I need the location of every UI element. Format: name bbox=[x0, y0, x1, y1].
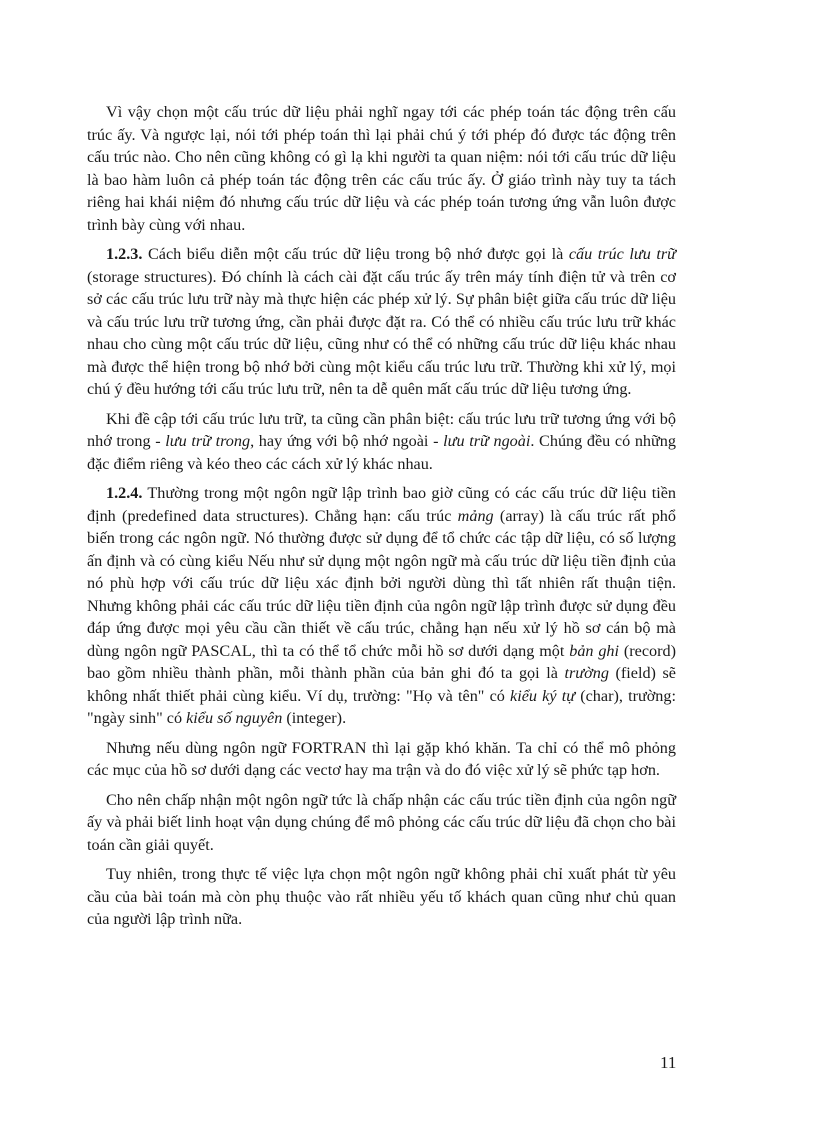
paragraph bbox=[87, 863, 676, 931]
section-number: 1.2.4. bbox=[106, 484, 143, 502]
paragraph bbox=[87, 737, 676, 782]
text-run: Cách biểu diễn một cấu trúc dữ liệu trong bộ nhớ được gọi là bbox=[142, 245, 569, 263]
text-run: (field) sẽ không nhất thiết phải cùng kiểu. Ví dụ, trường: "Họ và tên" có bbox=[87, 664, 676, 705]
text-run: (record) bao gồm nhiều thành phần, mỗi thành phần của bản ghi đó ta gọi là bbox=[87, 641, 676, 682]
text-run: Tuy nhiên, trong thực tế việc lựa chọn một ngôn ngữ không phải chỉ xuất phát từ yêu cầu của bài toán mà còn phụ thuộc vào rất nhiều yếu tố khách quan cũng như chủ quan của người lập trình nữa. bbox=[87, 865, 676, 928]
emphasized-term: trường bbox=[564, 664, 609, 682]
paragraph bbox=[87, 789, 676, 857]
paragraph bbox=[87, 101, 676, 236]
paragraph bbox=[87, 243, 676, 401]
body-text bbox=[87, 101, 676, 938]
text-run: Cho nên chấp nhận một ngôn ngữ tức là chấp nhận các cấu trúc tiền định của ngôn ngữ ấy và phải biết linh hoạt vận dụng chúng để mô phỏng các cấu trúc dữ liệu đã chọn cho bài toán cần giải quyết. bbox=[87, 790, 676, 854]
text-run: (array) là cấu trúc rất phổ biến trong các ngôn ngữ. Nó thường được sử dụng để tổ chức các tập dữ liệu, có số lượng ấn định và có cùng kiểu Nếu như sử dụng một ngôn ngữ mà cấu trúc dữ liệu tiền định của nó phù hợp với cấu trúc dữ liệu xác định bởi người dùng thì tất nhiên rất thuận tiện. Nhưng không phải các cấu trúc dữ liệu tiền định của ngôn ngữ lập trình được sử dụng đều đáp ứng được mọi yêu cầu cần thiết về cấu trúc, chẳng hạn nếu xử lý hồ sơ cán bộ mà dùng ngôn ngữ PASCAL, thì ta có thể tổ chức mỗi hồ sơ dưới dạng một bbox=[87, 506, 676, 660]
text-run: Vì vậy chọn một cấu trúc dữ liệu phải nghĩ ngay tới các phép toán tác động trên cấu trúc ấy. Và ngược lại, nói tới phép toán thì lại phải chú ý tới phép đó được tác động trên cấu trúc nào. Cho nên cũng không có gì lạ khi người ta quan niệm: nói tới cấu trúc dữ liệu là bao hàm luôn cả phép toán tác động trên các cấu trúc ấy. Ở giáo trình này tuy ta tách riêng hai khái niệm đó nhưng cấu trúc dữ liệu và các phép toán tương ứng vẫn luôn được trình bày cùng với nhau. bbox=[87, 103, 676, 234]
paragraph bbox=[87, 482, 676, 730]
text-run: (storage structures). Đó chính là cách cài đặt cấu trúc ấy trên máy tính điện tử và trên cơ sở các cấu trúc lưu trữ này mà thực hiện các phép xử lý. Sự phân biệt giữa cấu trúc dữ liệu và cấu trúc lưu trữ tương ứng, cần phải được đặt ra. Có thể có nhiều cấu trúc lưu trữ khác nhau cho cùng một cấu trúc dữ liệu, cũng như có thể có những cấu trúc dữ liệu khác nhau mà được thể hiện trong bộ nhớ bởi cùng một kiểu cấu trúc lưu trữ. Thường khi xử lý, mọi chú ý đều hướng tới cấu trúc lưu trữ, nên ta dễ quên mất cấu trúc dữ liệu tương ứng. bbox=[87, 267, 676, 398]
text-run: Nhưng nếu dùng ngôn ngữ FORTRAN thì lại gặp khó khăn. Ta chỉ có thể mô phỏng các mục của hồ sơ dưới dạng các vectơ hay ma trận và do đó việc xử lý sẽ phức tạp hơn. bbox=[87, 738, 676, 779]
paragraph bbox=[87, 408, 676, 476]
text-run: (char), trường: "ngày sinh" có bbox=[87, 686, 676, 727]
text-run: (integer). bbox=[282, 709, 347, 727]
text-run: Thường trong một ngôn ngữ lập trình bao giờ cũng có các cấu trúc dữ liệu tiền định (predefined data structures). Chẳng hạn: cấu trúc bbox=[87, 484, 676, 525]
emphasized-term: lưu trữ ngoài bbox=[443, 432, 531, 450]
emphasized-term: kiểu số nguyên bbox=[186, 709, 283, 727]
page-number: 11 bbox=[660, 1053, 677, 1072]
section-number: 1.2.3. bbox=[106, 245, 143, 263]
text-run: Khi đề cập tới cấu trúc lưu trữ, ta cũng cần phân biệt: cấu trúc lưu trữ tương ứng với bộ nhớ trong - bbox=[87, 409, 676, 450]
emphasized-term: bản ghi bbox=[569, 641, 620, 660]
text-run: , hay ứng với bộ nhớ ngoài - bbox=[250, 432, 444, 450]
emphasized-term: mảng bbox=[457, 506, 494, 525]
text-run: . Chúng đều có những đặc điểm riêng và kéo theo các cách xử lý khác nhau. bbox=[87, 432, 676, 473]
emphasized-term: cấu trúc lưu trữ bbox=[568, 245, 676, 263]
emphasized-term: lưu trữ trong bbox=[165, 432, 251, 450]
emphasized-term: kiểu ký tự bbox=[510, 686, 576, 705]
